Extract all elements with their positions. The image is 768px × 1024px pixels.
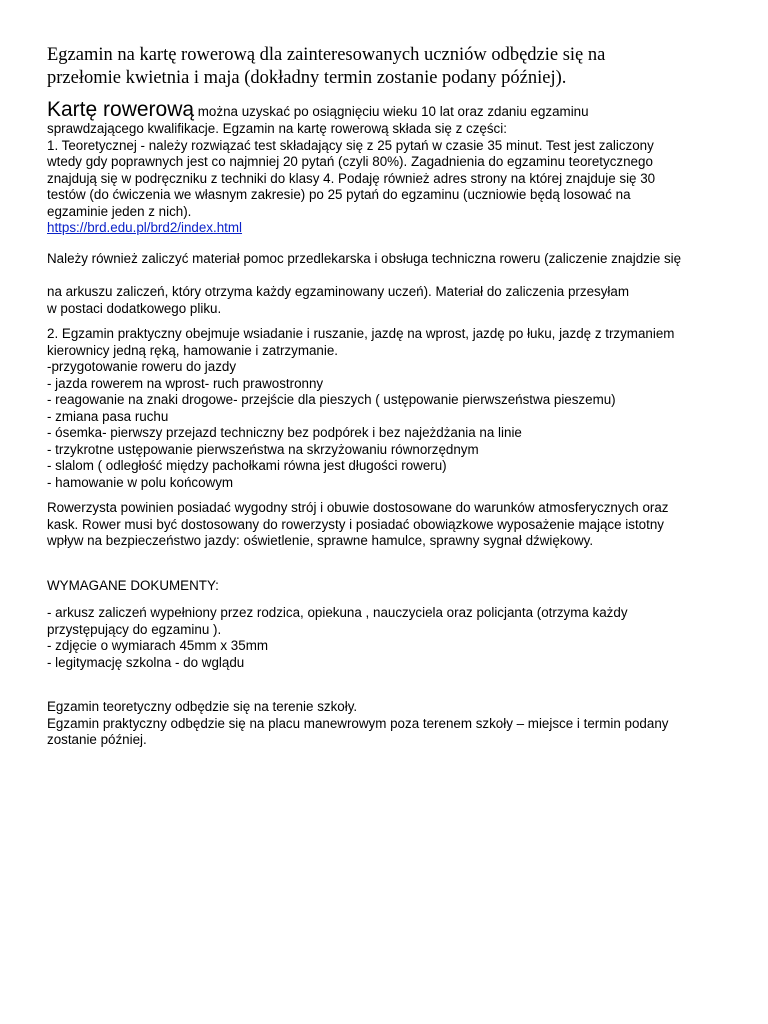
list-item: - jazda rowerem na wprost- ruch prawostronny	[47, 375, 324, 391]
section-line: wpływ na bezpieczeństwo jazdy: oświetlenie, sprawne hamulce, sprawny sygnał dźwiękowy.	[47, 533, 594, 548]
section-line: zostanie później.	[47, 732, 147, 747]
section-line: - zdjęcie o wymiarach 45mm x 35mm	[47, 638, 269, 653]
section-line: Rowerzysta powinien posiadać wygodny strój i obuwie dostosowane do warunków atmosferycznych oraz	[47, 500, 669, 515]
brd-link[interactable]: https://brd.edu.pl/brd2/index.html	[47, 220, 243, 235]
list-item: - ósemka- pierwszy przejazd techniczny bez podpórek i bez najeżdżania na linie	[47, 425, 522, 440]
section-line: Egzamin praktyczny odbędzie się na placu manewrowym poza terenem szkoły – miejsce i termin podany	[47, 715, 669, 731]
intro-line: przełomie kwietnia i maja (dokładny termin zostanie podany później).	[47, 68, 567, 88]
list-item: - zmiana pasa ruchu	[47, 408, 169, 424]
section-line: - arkusz zaliczeń wypełniony przez rodzica, opiekuna , nauczyciela oraz policjanta (otrzyma każdy	[47, 605, 628, 620]
list-item: -przygotowanie roweru do jazdy	[47, 359, 237, 374]
section-line: 1. Teoretycznej - należy rozwiązać test składający się z 25 pytań w czasie 35 minut. Test jest zaliczony	[47, 137, 654, 153]
list-item: - reagowanie na znaki drogowe- przejście dla pieszych ( ustępowanie pierwszeństwa pieszemu)	[47, 392, 616, 407]
intro-line: Egzamin na kartę rowerową dla zainteresowanych uczniów odbędzie się na	[47, 45, 606, 65]
intro-paragraph	[47, 44, 727, 90]
section-closing	[47, 699, 727, 749]
section-documents	[47, 578, 727, 672]
section-equipment	[47, 500, 727, 550]
section-line: kierownicy jedną ręką, hamowanie i zatrzymanie.	[47, 342, 339, 358]
section-theory	[47, 99, 727, 237]
section-line: kask. Rower musi być dostosowany do rowerzysty i posiadać obowiązkowe wyposażenie mające istotny	[47, 516, 664, 532]
section-line: na arkuszu zaliczeń, który otrzyma każdy egzaminowany uczeń). Materiał do zaliczenia przesyłam	[47, 284, 629, 299]
list-item: - slalom ( odległość między pachołkami równa jest długości roweru)	[47, 458, 447, 473]
section-line: Należy również zaliczyć materiał pomoc przedlekarska i obsługa techniczna roweru (zaliczenie znajdzie się	[47, 250, 682, 266]
section-line: w postaci dodatkowego pliku.	[47, 300, 222, 316]
list-item: - trzykrotne ustępowanie pierwszeństwa na skrzyżowaniu równorzędnym	[47, 441, 479, 457]
section-line-text: można uzyskać po osiągnięciu wieku 10 lat oraz zdaniu egzaminu	[194, 104, 589, 119]
section-line: wtedy gdy poprawnych jest co najmniej 20 pytań (czyli 80%). Zagadnienia do egzaminu teoretycznego	[47, 154, 653, 169]
section-line: 2. Egzamin praktyczny obejmuje wsiadanie i ruszanie, jazdę na wprost, jazdę po łuku, jazdę z trzymaniem	[47, 326, 675, 341]
section-line: egzaminie jeden z nich).	[47, 203, 192, 219]
section-line: testów (do ćwiczenia we własnym zakresie) po 25 pytań do egzaminu (uczniowie będą losować na	[47, 187, 631, 202]
section-line: - legitymację szkolna - do wglądu	[47, 654, 245, 670]
document-page	[47, 44, 727, 749]
section-line: Egzamin teoretyczny odbędzie się na terenie szkoły.	[47, 699, 358, 714]
section-practical	[47, 326, 727, 491]
section-line: przystępujący do egzaminu ).	[47, 621, 222, 637]
section-line	[47, 99, 727, 121]
section-first-aid	[47, 251, 727, 318]
documents-heading: WYMAGANE DOKUMENTY:	[47, 577, 219, 593]
section-line	[47, 220, 727, 237]
section-line: znajdują się w podręczniku z techniki do klasy 4. Podaję również adres strony na której znajduje się 30	[47, 170, 656, 186]
list-item: - hamowanie w polu końcowym	[47, 474, 234, 490]
karta-rowerowa-heading: Kartę rowerową	[47, 98, 195, 121]
section-line: sprawdzającego kwalifikacje. Egzamin na kartę rowerową składa się z części:	[47, 121, 507, 136]
